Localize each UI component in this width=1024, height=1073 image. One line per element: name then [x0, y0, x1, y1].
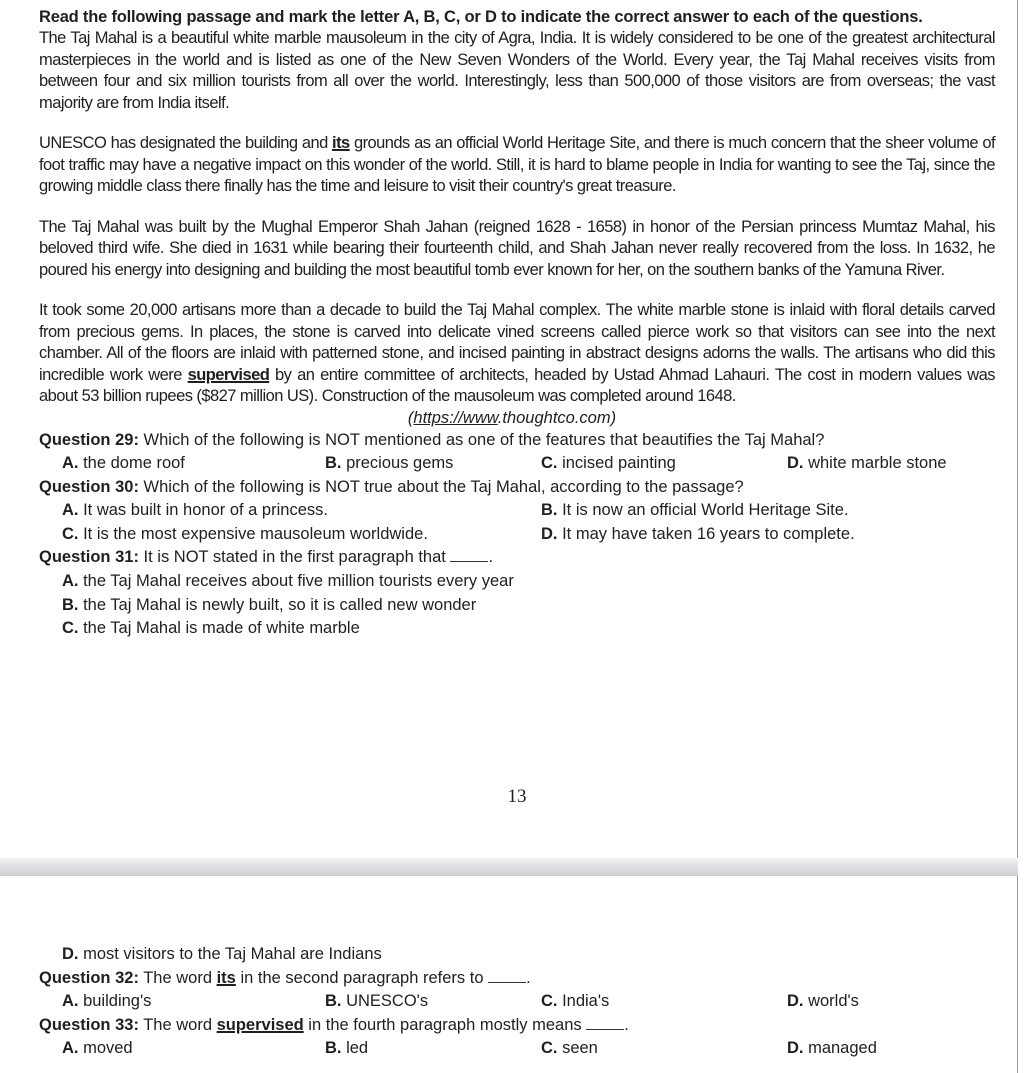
question-31-option-d[interactable]: D. most visitors to the Taj Mahal are Indians: [62, 945, 382, 963]
option-a[interactable]: A. the dome roof: [62, 454, 185, 473]
question-label: Question 33:: [39, 1015, 139, 1034]
option-a[interactable]: A. building's: [62, 992, 152, 1011]
option-b[interactable]: B. the Taj Mahal is newly built, so it is called new wonder: [62, 595, 477, 614]
instructions: Read the following passage and mark the letter A, B, C, or D to indicate the correct answer to each of the questions.: [39, 8, 923, 26]
option-c[interactable]: C. the Taj Mahal is made of white marble: [62, 619, 360, 638]
answer-blank: [450, 547, 488, 562]
option-d[interactable]: D. It may have taken 16 years to complete.: [541, 524, 855, 543]
source-citation: (https://www.thoughtco.com): [407, 408, 617, 427]
option-c[interactable]: C. seen: [541, 1039, 598, 1058]
option-d[interactable]: D. managed: [787, 1039, 877, 1058]
question-29: [39, 429, 995, 476]
worksheet-page-13: [39, 6, 995, 641]
option-c[interactable]: C. It is the most expensive mausoleum worldwide.: [62, 524, 428, 543]
option-d[interactable]: D. white marble stone: [787, 454, 947, 473]
answer-blank: [488, 968, 526, 983]
question-label: Question 31:: [39, 548, 139, 567]
option-b[interactable]: B. led: [325, 1039, 369, 1058]
answer-blank: [586, 1015, 624, 1030]
question-label: Question 32:: [39, 968, 139, 987]
keyword-supervised: supervised: [187, 365, 270, 384]
option-d[interactable]: D. world's: [787, 992, 859, 1011]
question-31: Question 31: It is NOT stated in the first paragraph that . A. the Taj Mahal receives about five million tourists every year B. the Taj Mahal is newly built, so it is called new wonder C. the Taj Mahal is made of white marble: [39, 546, 995, 640]
question-text: Which of the following is NOT true about the Taj Mahal, according to the passage?: [138, 477, 744, 496]
option-c[interactable]: C. India's: [541, 992, 610, 1011]
page-edge-line: [1017, 0, 1018, 1073]
question-text: It is NOT stated in the first paragraph that: [138, 548, 451, 567]
page-separator: [0, 858, 1018, 876]
option-a[interactable]: A. moved: [62, 1039, 133, 1058]
option-b[interactable]: B. precious gems: [325, 454, 454, 473]
keyword-supervised: supervised: [216, 1015, 304, 1034]
page-number: 13: [507, 786, 527, 807]
passage-paragraph-4: It took some 20,000 artisans more than a decade to build the Taj Mahal complex. The white marble stone is inlaid with floral details carved from precious gems. In places, the stone is carved into delicate vined screens called pierce work so that visitors can see into the next chamber. All of the floors are inlaid with patterned stone, and incised painting in abstract designs adorns the walls. The artisans who did this incredible work were supervised by an entire committee of architects, headed by Ustad Ahmad Lahauri. The cost in modern values was about 53 billion rupees ($827 million US). Construction of the mausoleum was completed around 1648.: [39, 301, 995, 405]
question-32: Question 32: The word its in the second paragraph refers to . A. building's B. UNESCO's C. India's D. world's: [39, 967, 995, 1014]
question-label: Question 30:: [39, 477, 139, 496]
option-c[interactable]: C. incised painting: [541, 454, 676, 473]
source-link[interactable]: https://www: [413, 408, 498, 427]
option-a[interactable]: A. the Taj Mahal receives about five million tourists every year: [62, 572, 514, 591]
passage-paragraph-3: The Taj Mahal was built by the Mughal Emperor Shah Jahan (reigned 1628 - 1658) in honor of the Persian princess Mumtaz Mahal, his beloved third wife. She died in 1631 while bearing their fourteenth child, and Shah Jahan never really recovered from the loss. In 1632, he poured his energy into designing and building the most beautiful tomb ever known for her, on the southern banks of the Yamuna River.: [39, 217, 995, 279]
option-a[interactable]: A. It was built in honor of a princess.: [62, 501, 328, 520]
option-b[interactable]: B. It is now an official World Heritage Site.: [541, 501, 849, 520]
worksheet-page-14: [39, 943, 995, 1061]
keyword-its: its: [216, 968, 236, 987]
passage-paragraph-2: UNESCO has designated the building and its grounds as an official World Heritage Site, and there is much concern that the sheer volume of foot traffic may have a negative impact on this wonder of the world. Still, it is hard to blame people in India for wanting to see the Taj, since the growing middle class there finally has the time and leisure to visit their country's great treasure.: [39, 134, 995, 195]
question-30: [39, 476, 995, 547]
option-b[interactable]: B. UNESCO's: [325, 992, 429, 1011]
question-text: Which of the following is NOT mentioned as one of the features that beautifies the Taj Mahal?: [138, 430, 825, 449]
keyword-its: its: [332, 134, 350, 152]
passage-paragraph-1: The Taj Mahal is a beautiful white marble mausoleum in the city of Agra, India. It is widely considered to be one of the greatest architectural masterpieces in the world and is listed as one of the New Seven Wonders of the World. Every year, the Taj Mahal receives visits from between four and six million tourists from all over the world. Interestingly, less than 500,000 of those visitors are from overseas; the vast majority are from India itself.: [39, 29, 995, 112]
question-33: Question 33: The word supervised in the fourth paragraph mostly means . A. moved B. led C. seen D. managed: [39, 1014, 995, 1061]
question-label: Question 29:: [39, 430, 139, 449]
